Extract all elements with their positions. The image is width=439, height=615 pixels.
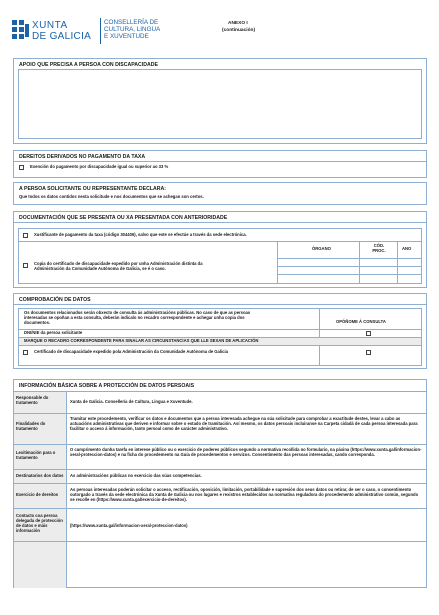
xustificante-checkbox[interactable]	[23, 233, 28, 238]
exencion-label: Exención do pagamento por discapacidade igual ou superior ao 33 %	[30, 164, 169, 169]
declara-text: Que todos os datos contidos nesta solicitude e nos documentos que se achegan son certos.	[19, 194, 204, 199]
comp-intro	[24, 310, 314, 326]
doc-col-divider-1	[277, 241, 278, 284]
xunta-logo	[10, 18, 96, 44]
xunta-emblem-icon	[10, 18, 32, 44]
prot-label-contacto: Contacto coa persoa delegada de protección de datos e máis información	[16, 513, 63, 534]
comp-row-divider-3	[18, 345, 422, 346]
certificado-label: Certificado de discapacidade expedido pola Administración da Comunidade Autónoma de Galicia	[34, 349, 228, 354]
prot-label-exercicio: Exercicio de dereitos	[16, 492, 59, 497]
prot-text-lexitimacion: O cumprimento dunha tarefa en interese público ou o exercicio de poderes públicos segundo a normativa recollida no formulario, na páxina (https://www.xunta.gal/informacion-xeral-proteccion-datos) e na ficha do procedemento na Guía de procedementos e servizos. Consentimento das persoas interesadas, cando corresponda.	[70, 447, 422, 458]
doc-col-cod	[364, 243, 394, 253]
prot-text-exercicio: As persoas interesadas poderán solicitar o acceso, rectificación, oposición, limitación, portabilidade e supresión dos seus datos ou retirar, de ser o caso, o consentimento outorgado a través da sede electrónica da Xunta de Galicia ou nos lugares e rexistros establecidos na normativa reguladora do procedemento administrativo común, segundo se recolle en (https://www.xunta.gal/exercicio-de-dereitos).	[70, 487, 419, 503]
dereitos-section	[13, 150, 427, 178]
prot-text-responsable: Xunta de Galicia. Consellería de Cultura, Lingua e Xuventude.	[70, 399, 193, 404]
prot-row-divider-5	[14, 508, 426, 509]
apoio-textarea[interactable]	[18, 69, 422, 139]
prot-row-divider-6	[14, 541, 426, 542]
documentacion-title: DOCUMENTACIÓN QUE SE PRESENTA OU XA PRESENTADA CON ANTERIORIDADE	[19, 215, 228, 221]
certificado-checkbox[interactable]	[23, 350, 28, 355]
prot-row-divider-3	[14, 469, 426, 470]
prot-col-divider	[66, 391, 67, 588]
documentacion-section	[13, 211, 427, 288]
prot-label-destinatarios: Destinatarios dos datos	[16, 473, 64, 478]
header-divider	[100, 18, 101, 44]
prot-text-contacto[interactable]: (https://www.xunta.gal/informacion-xeral-proteccion-datos)	[70, 523, 188, 528]
prot-text-finalidades: Tramitar este procedemento, verificar os datos e documentos que a persoa interesada achegue na súa solicitude para comprobar a exactitude destes, levar a cabo as actuacións administrativas que deriven e informar sobre o estado de tramitación. Así mesmo, os datos persoais incluiranse na Carpeta cidadá de cada persoa interesada para facilitar o acceso á información, tanto persoal como de carácter administrativo.	[70, 416, 418, 432]
xustificante-label: Xustificante de pagamento da taxa (código 304406), salvo que este se efectúe a través da sede electrónica.	[34, 232, 247, 237]
comp-intro-line3: documentos.	[24, 320, 51, 326]
copia-label-line2: Administración da Comunidade Autónoma de Galicia, se é o caso.	[34, 266, 166, 272]
annex-subtitle: (continuación)	[222, 28, 256, 33]
doc-header-divider	[277, 258, 422, 259]
exencion-checkbox[interactable]	[19, 165, 24, 170]
logo-line2: DE GALICIA	[32, 31, 92, 42]
copia-checkbox[interactable]	[23, 263, 28, 268]
prot-label-lexitimacion: Lexitimación para o tratamento	[16, 450, 56, 461]
declara-section	[13, 182, 427, 205]
proteccion-title: INFORMACIÓN BÁSICA SOBRE A PROTECCIÓN DE DATOS PERSOAIS	[19, 383, 195, 389]
comp-intro-line2: interesadas se opoñan a esta consulta, deberán indicalo no recadro correspondente e achegar unha copia dos	[24, 315, 245, 321]
doc-title-divider	[14, 222, 426, 223]
prot-row-divider-1	[14, 413, 426, 414]
comprobacion-title: COMPROBACIÓN DE DATOS	[19, 297, 91, 303]
opposition-header: OPÓÑOME Á CONSULTA	[336, 319, 386, 324]
dept-line2: CULTURA, LINGUA	[104, 26, 161, 33]
dni-oppose-checkbox[interactable]	[366, 331, 371, 336]
copia-label-line1: Copia do certificado de discapacidade expedido por unha Administración distinta da	[34, 261, 203, 266]
prot-label-responsable: Responsable do tratamento	[16, 395, 49, 406]
prot-label-finalidades: Finalidades do tratamento	[16, 421, 46, 432]
proteccion-section	[13, 379, 427, 588]
dept-line1: CONSELLERÍA DE	[104, 19, 159, 26]
logo-line1: XUNTA	[32, 20, 68, 31]
doc-col-divider-2	[359, 241, 360, 284]
dereitos-title: DEREITOS DERIVADOS NO PAGAMENTO DA TAXA	[19, 154, 146, 160]
department-name	[104, 19, 160, 40]
prot-title-divider	[14, 391, 426, 392]
comp-intro-line1: Os documentos relacionados serán obxecto de consulta ás administracións públicas. No caso de que as persoas	[24, 310, 251, 315]
comp-title-divider	[14, 304, 426, 305]
doc-col-cod-line1: CÓD.	[373, 243, 385, 248]
apoio-title: APOIO QUE PRECISA A PERSOA CON DISCAPACIDADE	[19, 62, 158, 68]
comprobacion-section	[13, 293, 427, 369]
prot-row-divider-4	[14, 483, 426, 484]
doc-col-organo: ÓRGANO	[312, 246, 331, 251]
organo-field-1[interactable]	[277, 266, 422, 267]
declara-title: A PERSOA SOLICITANTE OU REPRESENTANTE DECLARA:	[19, 186, 166, 192]
dept-line3: E XUVENTUDE	[104, 33, 149, 40]
prot-row-divider-2	[14, 444, 426, 445]
copia-label	[34, 261, 203, 271]
organo-field-2[interactable]	[277, 274, 422, 275]
certificado-oppose-checkbox[interactable]	[366, 350, 371, 355]
circunstancias-label: MARQUE O RECADRO CORRESPONDENTE PARA SINALAR AS CIRCUNSTANCIAS QUE LLE SEXAN DE APLICACIÓN	[24, 338, 259, 343]
dni-label: DNI/NIE da persoa solicitante	[24, 330, 83, 335]
doc-col-divider-3	[397, 241, 398, 284]
doc-row-divider	[18, 241, 422, 242]
doc-col-ano: ANO	[402, 246, 412, 251]
annex-title: ANEXO I	[228, 21, 248, 26]
dereitos-divider	[14, 161, 426, 162]
apoio-section	[13, 58, 427, 144]
doc-col-cod-line2: PROC.	[372, 248, 386, 254]
prot-text-destinatarios: As administracións públicas no exercicio das súas competencias.	[70, 473, 202, 478]
